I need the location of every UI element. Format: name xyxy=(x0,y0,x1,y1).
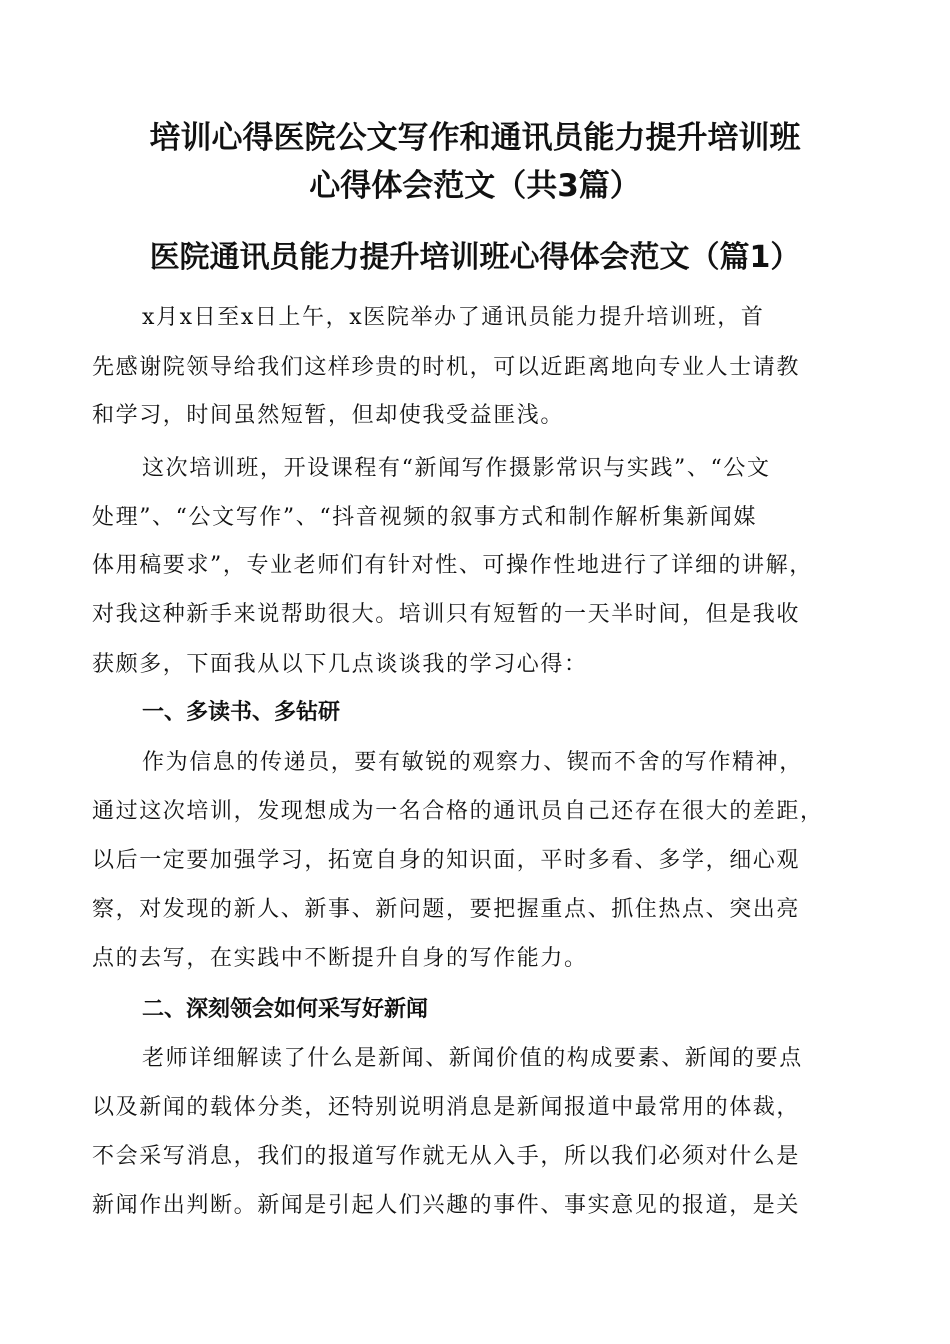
document-title-line-2: 心得体会范文（共3篇） xyxy=(309,168,641,204)
paragraph-4-line: 新闻作出判断。新闻是引起人们兴趣的事件、事实意见的报道，是关 xyxy=(92,1193,801,1218)
paragraph-1-line: x月x日至x日上午，x医院举办了通讯员能力提升培训班，首 xyxy=(142,305,765,330)
paragraph-3-line: 以后一定要加强学习，拓宽自身的知识面，平时多看、多学，细心观 xyxy=(92,848,801,873)
paragraph-2-line: 处理”、“公文写作”、“抖音视频的叙事方式和制作解析集新闻媒 xyxy=(92,505,757,530)
paragraph-1-line: 和学习，时间虽然短暂，但却使我受益匪浅。 xyxy=(92,403,565,428)
paragraph-4-line: 老师详细解读了什么是新闻、新闻价值的构成要素、新闻的要点 xyxy=(142,1046,803,1071)
document-title-line-1: 培训心得医院公文写作和通讯员能力提升培训班 xyxy=(149,120,801,156)
section-heading-2: 二、深刻领会如何采写好新闻 xyxy=(142,997,429,1022)
paragraph-2-line: 这次培训班，开设课程有“新闻写作摄影常识与实践”、“公文 xyxy=(142,456,771,481)
paragraph-2-line: 对我这种新手来说帮助很大。培训只有短暂的一天半时间，但是我收 xyxy=(92,602,801,627)
section-heading-1: 一、多读书、多钻研 xyxy=(142,700,341,725)
paragraph-4-line: 不会采写消息，我们的报道写作就无从入手，所以我们必须对什么是 xyxy=(92,1144,801,1169)
paragraph-1-line: 先感谢院领导给我们这样珍贵的时机，可以近距离地向专业人士请教 xyxy=(92,355,801,380)
paragraph-2-line: 体用稿要求”，专业老师们有针对性、可操作性地进行了详细的讲解， xyxy=(92,553,813,578)
paragraph-3-line: 作为信息的传递员，要有敏锐的观察力、锲而不舍的写作精神， xyxy=(142,750,803,775)
article-subtitle: 医院通讯员能力提升培训班心得体会范文（篇1） xyxy=(149,240,801,275)
paragraph-2-line: 获颇多，下面我从以下几点谈谈我的学习心得： xyxy=(92,652,588,677)
paragraph-4-line: 以及新闻的载体分类，还特别说明消息是新闻报道中最常用的体裁， xyxy=(92,1095,801,1120)
paragraph-3-line: 察，对发现的新人、新事、新问题，要把握重点、抓住热点、突出亮 xyxy=(92,897,801,922)
paragraph-3-line: 点的去写，在实践中不断提升自身的写作能力。 xyxy=(92,946,588,971)
paragraph-3-line: 通过这次培训，发现想成为一名合格的通讯员自己还存在很大的差距， xyxy=(92,799,824,824)
